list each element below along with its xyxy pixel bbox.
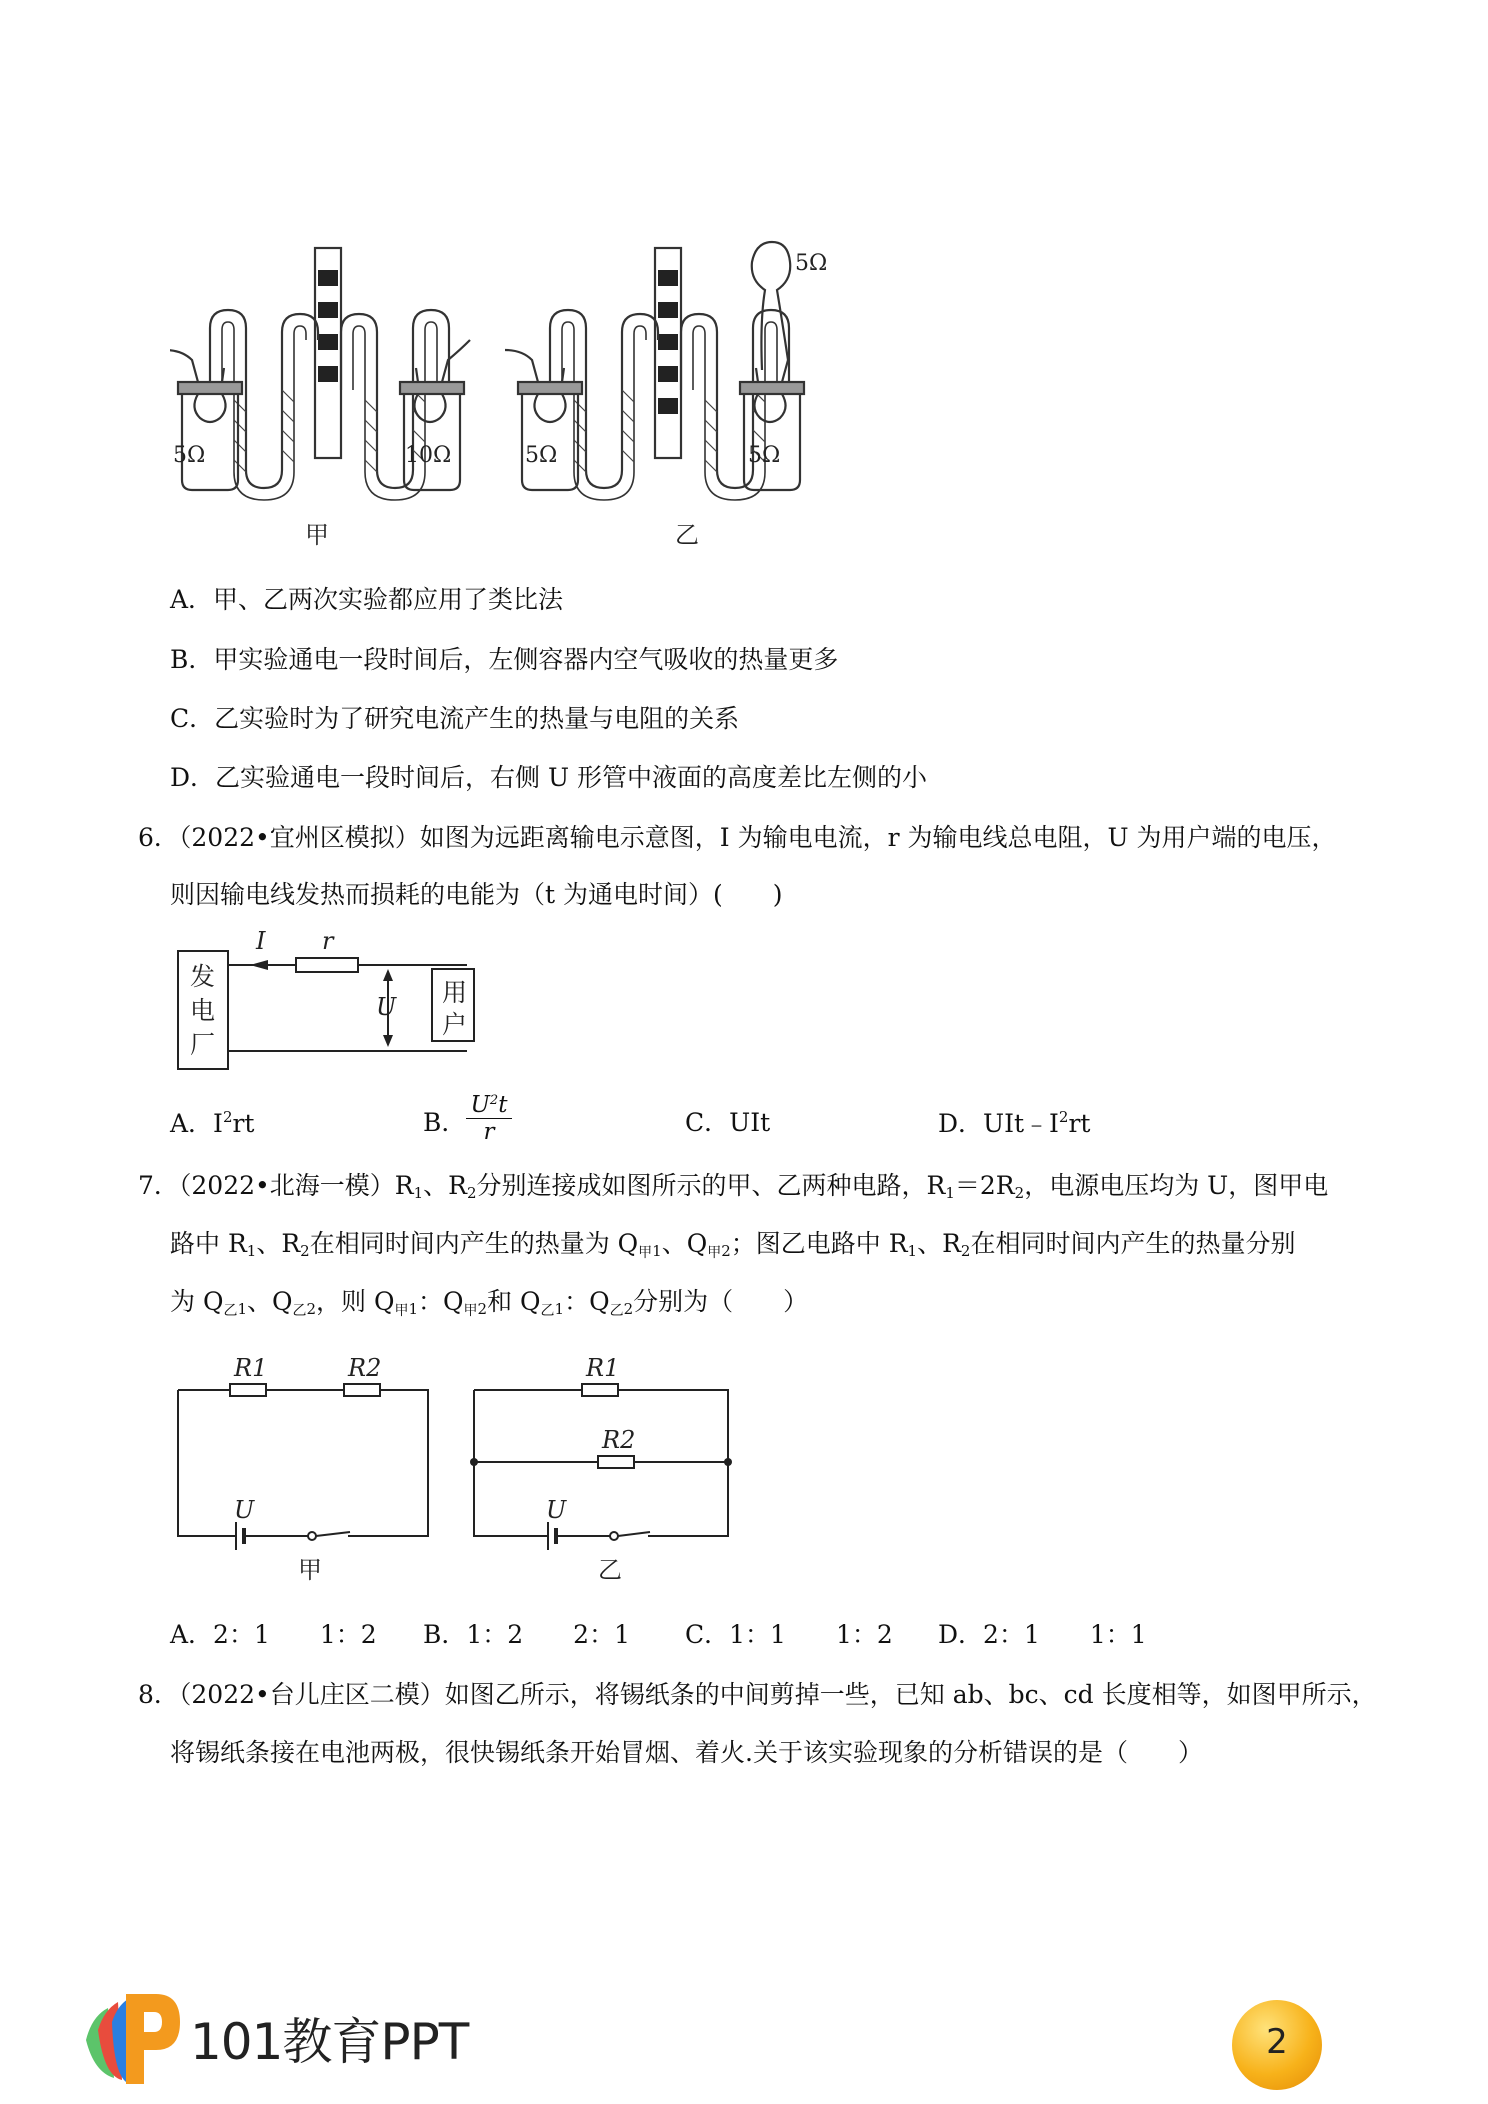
- q7-l3-b: 、Q: [247, 1287, 293, 1316]
- q7-l1-c: 分别连接成如图所示的甲、乙两种电路，R: [476, 1171, 946, 1200]
- jia-u-label: U: [234, 1496, 255, 1524]
- q5-option-a[interactable]: A．甲、乙两次实验都应用了类比法: [170, 585, 564, 614]
- caption-jia-q7: 甲: [298, 1556, 322, 1584]
- yi-r1-label: R1: [586, 1354, 620, 1382]
- q7-l3-sub1: 1: [237, 1300, 247, 1318]
- caption-yi-q7: 乙: [598, 1556, 622, 1584]
- q7-l3-d: ：Q: [418, 1287, 464, 1316]
- page-number: 2: [1266, 2022, 1288, 2062]
- q7-stem-line3: [170, 1289, 808, 1318]
- q8-stem-line1: 8．（2022•台儿庄区二模）如图乙所示，将锡纸条的中间剪掉一些，已知 ab、bc、cd 长度相等，如图甲所示，: [138, 1680, 1377, 1709]
- q7-l3-a: 为 Q: [170, 1287, 224, 1316]
- q7-l2-sub1: 1: [246, 1242, 257, 1260]
- brand-name: 101教育PPT: [190, 2013, 469, 2071]
- q7-option-a[interactable]: A．2：1 1：2: [170, 1620, 377, 1649]
- q7-l1-b: 、R: [423, 1171, 467, 1200]
- plant-char-2: 电: [190, 996, 216, 1025]
- q7-l1-a: 7．（2022•北海一模）R: [138, 1171, 414, 1200]
- q7-l3-sub5: 1: [554, 1300, 565, 1318]
- q6-a-exp: 2: [222, 1108, 233, 1126]
- q7-l1-sub1: 1: [413, 1184, 424, 1202]
- left-r1-label: 5Ω: [173, 443, 206, 468]
- q6-option-b[interactable]: [423, 1110, 466, 1135]
- q7-l3-sub6: 2: [623, 1300, 634, 1318]
- q6-b-num-base: U: [470, 1092, 490, 1118]
- q7-l2-sub-jia2: 甲: [707, 1245, 722, 1261]
- q7-l2-f: 、R: [917, 1229, 961, 1258]
- left-r2-label: 10Ω: [405, 443, 452, 468]
- transmission-diagram: [172, 925, 492, 1075]
- q7-stem-line1: [138, 1173, 1328, 1201]
- q7-l2-sub6: 2: [960, 1242, 971, 1260]
- q7-option-b[interactable]: B．1：2 2：1: [423, 1620, 630, 1649]
- q7-circuits: [170, 1340, 740, 1590]
- brand-logo-icon: [78, 1980, 186, 2088]
- q7-l3-g: 分别为（ ）: [633, 1287, 809, 1316]
- q7-l2-sub4: 2: [721, 1242, 731, 1260]
- current-label: I: [256, 927, 266, 955]
- q6-option-c[interactable]: C．UIt: [685, 1108, 771, 1137]
- voltage-label: U: [376, 993, 397, 1021]
- resistor-label: r: [322, 927, 334, 955]
- q7-l2-sub-jia1: 甲: [638, 1245, 653, 1261]
- q7-l3-sub3: 1: [408, 1300, 419, 1318]
- user-char-1: 用: [442, 978, 468, 1007]
- yi-u-label: U: [546, 1496, 567, 1524]
- q6-option-d[interactable]: [938, 1110, 1090, 1136]
- q7-l2-c: 在相同时间内产生的热量为 Q: [309, 1229, 639, 1258]
- q7-l3-sub-yi4: 乙: [609, 1303, 624, 1319]
- q7-l3-e: 和 Q: [487, 1287, 541, 1316]
- q7-l1-sub4: 2: [1014, 1184, 1025, 1202]
- q7-l2-sub5: 1: [907, 1242, 918, 1260]
- caption-jia: 甲: [305, 521, 329, 549]
- q6-b-prefix: B．: [423, 1108, 467, 1137]
- yi-r2-label: R2: [602, 1426, 636, 1454]
- plant-char-3: 厂: [190, 1030, 216, 1059]
- q7-l3-sub-yi3: 乙: [540, 1303, 555, 1319]
- q7-l1-e: ，电源电压均为 U，图甲电: [1024, 1171, 1329, 1200]
- q7-l2-d: 、Q: [661, 1229, 708, 1258]
- jia-r1-label: R1: [234, 1354, 268, 1382]
- right-r1-label: 5Ω: [525, 443, 558, 468]
- q6-d-prefix: D．UIt﹣I: [938, 1109, 1059, 1138]
- joule-heating-figure: [170, 240, 870, 560]
- q7-l1-sub2: 2: [466, 1184, 477, 1202]
- q7-l2-b: 、R: [256, 1229, 301, 1258]
- q6-b-denominator: r: [483, 1119, 495, 1145]
- q7-l1-d: ＝2R: [954, 1171, 1015, 1200]
- q7-option-c[interactable]: C．1：1 1：2: [685, 1620, 893, 1649]
- q6-option-a[interactable]: [170, 1110, 254, 1136]
- q7-l2-e: ；图乙电路中 R: [730, 1229, 908, 1258]
- q6-stem-line1: 6．（2022•宜州区模拟）如图为远距离输电示意图，I 为输电电流，r 为输电线总电阻，U 为用户端的电压，: [138, 823, 1337, 852]
- q6-a-prefix: A．I: [170, 1109, 223, 1138]
- parallel-r-label: 5Ω: [795, 251, 828, 276]
- q7-l3-sub4: 2: [477, 1300, 488, 1318]
- q6-a-suffix: rt: [232, 1109, 255, 1138]
- q5-option-d[interactable]: D．乙实验通电一段时间后，右侧 U 形管中液面的高度差比左侧的小: [170, 763, 928, 792]
- q7-l3-sub-jia2: 甲: [463, 1303, 478, 1319]
- q7-l3-f: ：Q: [564, 1287, 610, 1316]
- q8-stem-line2: 将锡纸条接在电池两极，很快锡纸条开始冒烟、着火.关于该实验现象的分析错误的是（ ）: [170, 1738, 1203, 1767]
- right-r2-label: 5Ω: [748, 443, 781, 468]
- q7-stem-line2: [170, 1231, 1295, 1260]
- q6-stem-line2: 则因输电线发热而损耗的电能为（t 为通电时间）( ): [170, 880, 783, 909]
- q7-l2-sub3: 1: [652, 1242, 662, 1260]
- q6-d-exp: 2: [1058, 1108, 1069, 1126]
- q6-d-suffix: rt: [1068, 1109, 1091, 1138]
- q6-b-numerator: [466, 1088, 512, 1119]
- q6-b-num-tail: t: [498, 1092, 508, 1118]
- q7-l3-c: ，则 Q: [316, 1287, 395, 1316]
- q7-option-d[interactable]: D．2：1 1：1: [938, 1620, 1147, 1649]
- q6-b-num-exp: 2: [489, 1093, 499, 1108]
- q5-option-b[interactable]: B．甲实验通电一段时间后，左侧容器内空气吸收的热量更多: [170, 645, 839, 674]
- q7-l2-sub2: 2: [300, 1242, 310, 1260]
- q5-option-c[interactable]: C．乙实验时为了研究电流产生的热量与电阻的关系: [170, 704, 740, 733]
- q7-l3-sub-yi2: 乙: [292, 1303, 307, 1319]
- jia-r2-label: R2: [348, 1354, 382, 1382]
- q6-b-fraction: [466, 1088, 512, 1145]
- q7-l2-a: 路中 R: [170, 1229, 247, 1258]
- plant-char-1: 发: [190, 962, 216, 991]
- q7-l1-sub3: 1: [945, 1184, 955, 1202]
- caption-yi: 乙: [675, 521, 699, 549]
- q7-l2-g: 在相同时间内产生的热量分别: [970, 1229, 1296, 1258]
- user-char-2: 户: [442, 1010, 468, 1039]
- q7-l3-sub-yi1: 乙: [223, 1303, 238, 1319]
- q7-l3-sub2: 2: [306, 1300, 317, 1318]
- q7-l3-sub-jia1: 甲: [394, 1303, 409, 1319]
